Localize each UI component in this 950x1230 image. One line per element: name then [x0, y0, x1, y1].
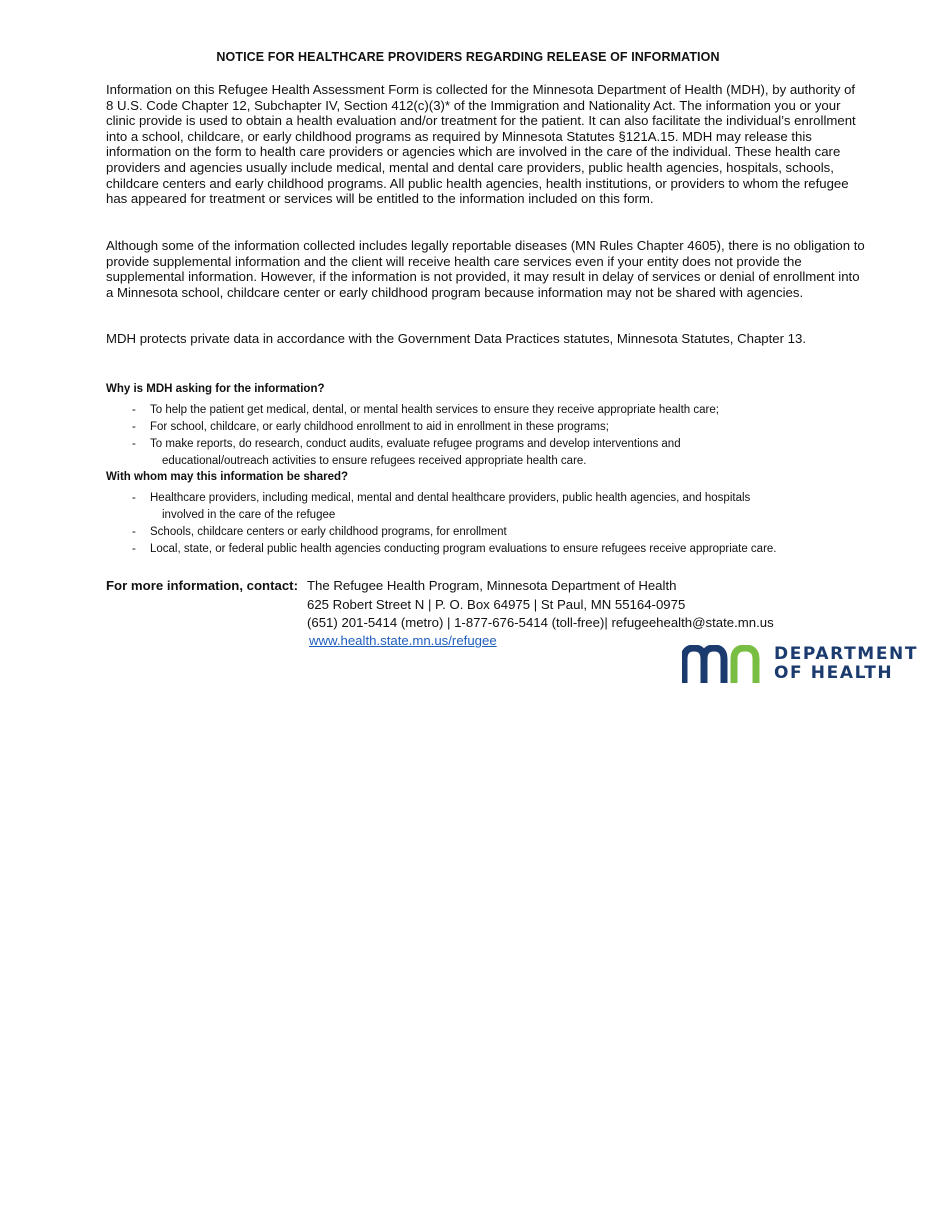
- mn-logo-icon: [682, 645, 768, 685]
- list-item-continuation: educational/outreach activities to ensure refugees received appropriate health care.: [162, 455, 587, 467]
- mdh-logo: [682, 645, 922, 687]
- intro-paragraph: Information on this Refugee Health Assessment Form is collected for the Minnesota Department of Health (MDH), by authority of 8 U.S. Code Chapter 12, Subchapter IV, Section 412(c)(3)* of the Immigration and Nationality Act. The information you or your clinic provide is used to obtain a health evaluation and/or treatment for the patient. It can also facilitate the individual’s enrollment into a school, childcare, or early childhood programs as required by Minnesota Statutes §121A.15. MDH may release this information on the form to health care providers or agencies which are involved in the care of the individual. These health care providers and agencies usually include medical, mental and dental care providers, public health agencies, hospitals, schools, childcare centers and early childhood programs. All public health agencies, health institutions, or providers to whom the refugee has appeared for treatment or services will be entitled to the information included on this form.: [106, 82, 856, 207]
- logo-line-of-health: OF HEALTH: [774, 663, 894, 683]
- contact-program: The Refugee Health Program, Minnesota Department of Health: [307, 578, 677, 593]
- dash-bullet: -: [132, 526, 136, 538]
- list-item: [106, 436, 866, 470]
- dash-bullet: -: [132, 438, 136, 450]
- notice-title: NOTICE FOR HEALTHCARE PROVIDERS REGARDING RELEASE OF INFORMATION: [216, 50, 720, 64]
- why-list: [106, 402, 866, 470]
- list-item-text: To help the patient get medical, dental, or mental health services to ensure they receive appropriate health care;: [150, 404, 719, 416]
- list-item-text: Schools, childcare centers or early childhood programs, for enrollment: [150, 526, 507, 538]
- dash-bullet: -: [132, 421, 136, 433]
- list-item: [106, 524, 866, 541]
- list-item-text: Healthcare providers, including medical, mental and dental healthcare providers, public health agencies, and hospitals: [150, 492, 751, 504]
- logo-wordmark: [774, 645, 918, 683]
- list-item-text: For school, childcare, or early childhood enrollment to aid in enrollment in these programs;: [150, 421, 609, 433]
- contact-label: For more information, contact:: [106, 578, 298, 593]
- list-item-text: To make reports, do research, conduct audits, evaluate refugee programs and develop interventions and: [150, 438, 681, 450]
- list-item: [106, 402, 866, 419]
- list-item: [106, 541, 866, 558]
- dash-bullet: -: [132, 404, 136, 416]
- private-data-paragraph: MDH protects private data in accordance with the Government Data Practices statutes, Minnesota Statutes, Chapter 13.: [106, 331, 807, 346]
- contact-phone-email: (651) 201-5414 (metro) | 1-877-676-5414 (toll-free)| refugeehealth@state.mn.us: [307, 615, 774, 630]
- list-item-text: Local, state, or federal public health agencies conducting program evaluations to ensure refugees receive appropriate care.: [150, 543, 777, 555]
- list-item-continuation: involved in the care of the refugee: [162, 509, 336, 521]
- contact-address: 625 Robert Street N | P. O. Box 64975 | St Paul, MN 55164-0975: [307, 597, 686, 612]
- shared-list: [106, 490, 866, 558]
- logo-line-department: DEPARTMENT: [774, 644, 919, 664]
- why-heading: Why is MDH asking for the information?: [106, 383, 325, 395]
- refugee-website-link[interactable]: www.health.state.mn.us/refugee: [309, 633, 497, 648]
- list-item: [106, 490, 866, 524]
- shared-heading: With whom may this information be shared?: [106, 471, 349, 483]
- reportable-diseases-paragraph: Although some of the information collected includes legally reportable diseases (MN Rules Chapter 4605), there is no obligation to provide supplemental information and the client will receive health care services even if your entity does not provide the supplemental information. However, if the information is not provided, it may result in delay of services or denial of enrollment into a Minnesota school, childcare center or early childhood program because information may not be shared with agencies.: [106, 238, 865, 300]
- contact-block: [106, 577, 774, 648]
- dash-bullet: -: [132, 543, 136, 555]
- dash-bullet: -: [132, 492, 136, 504]
- list-item: [106, 419, 866, 436]
